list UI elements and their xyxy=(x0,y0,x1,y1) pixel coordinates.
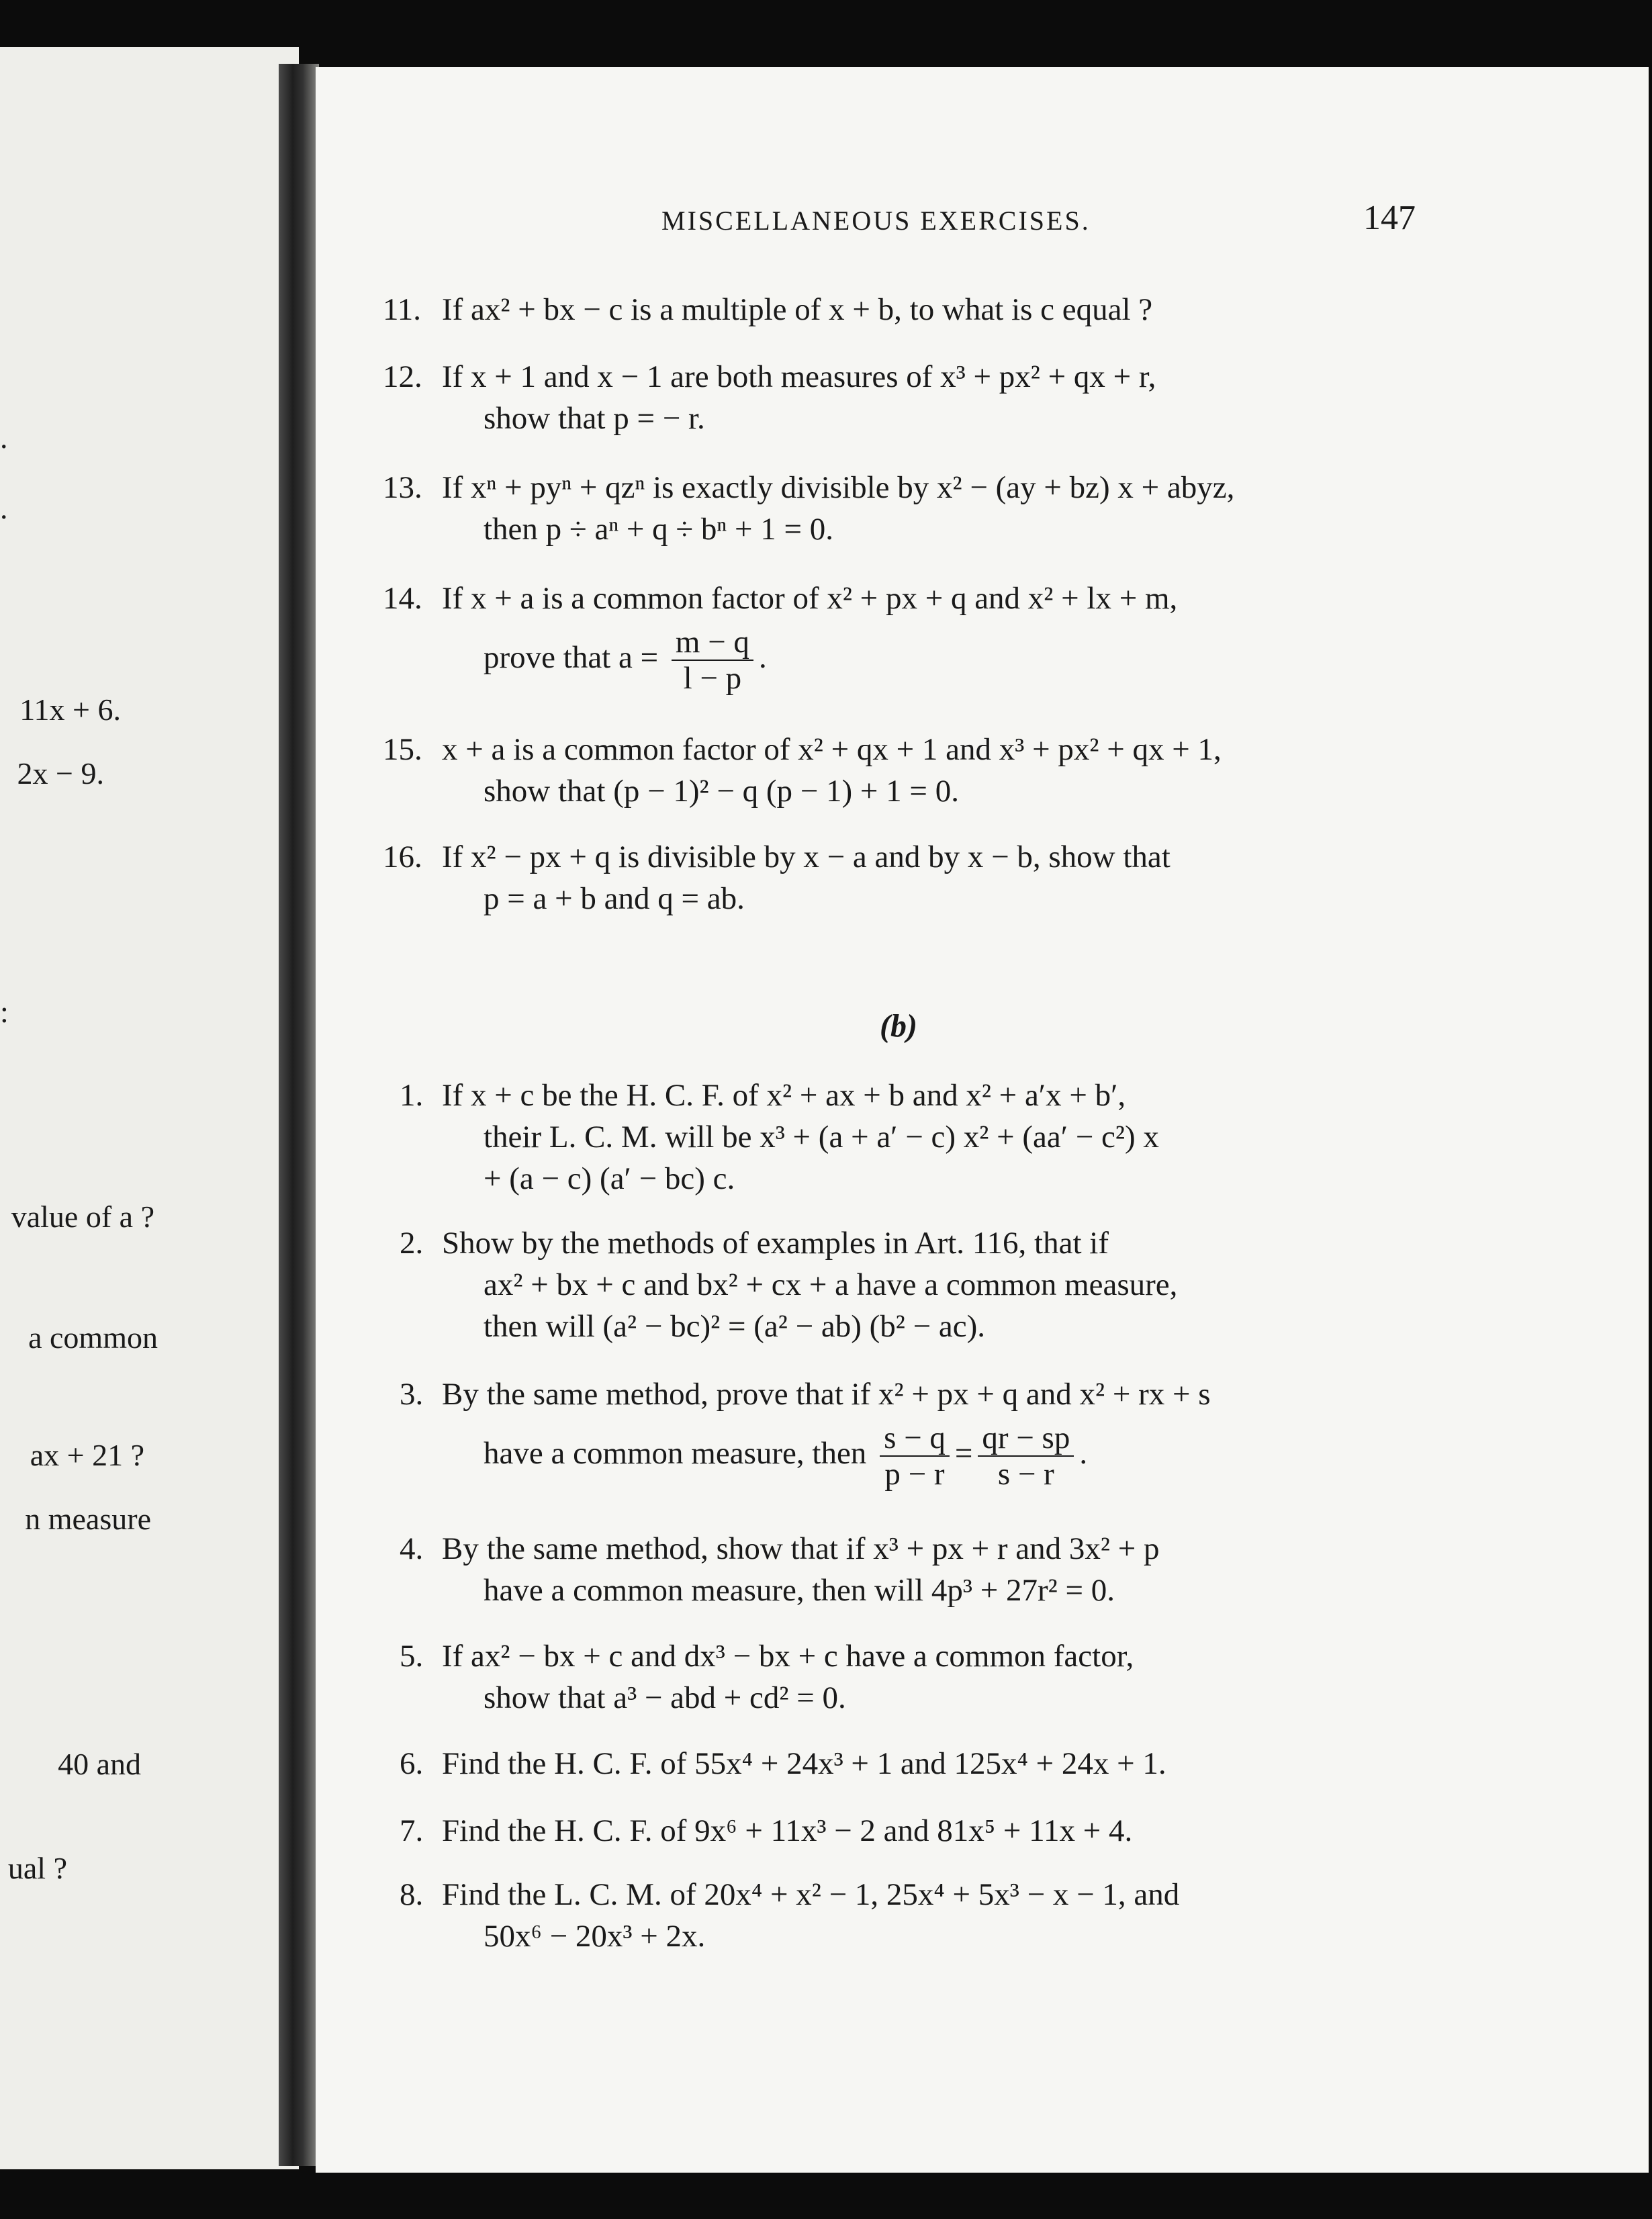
exercise-number: 2. xyxy=(400,1226,424,1261)
page-number: 147 xyxy=(1363,199,1416,237)
exercise-text: show that (p − 1)² − q (p − 1) + 1 = 0. xyxy=(484,774,959,809)
fraction-numerator: m − q xyxy=(672,625,753,661)
book-gutter xyxy=(279,64,319,2166)
exercise-text: show that a³ − abd + cd² = 0. xyxy=(484,1680,846,1715)
stray-mark: . xyxy=(0,420,8,455)
exercise-text: their L. C. M. will be x³ + (a + a′ − c) x² + (aa′ − c²) x xyxy=(484,1120,1159,1154)
exercise-number: 12. xyxy=(383,359,422,394)
stray-mark: . xyxy=(0,491,8,525)
fraction xyxy=(978,1420,1074,1492)
exercise-text: x + a is a common factor of x² + qx + 1 and x³ + px² + qx + 1, xyxy=(442,732,1222,767)
exercise-number: 1. xyxy=(400,1078,424,1113)
exercise-text: p = a + b and q = ab. xyxy=(484,881,745,916)
fraction-denominator: l − p xyxy=(683,661,742,696)
facing-page-fragment: 40 and xyxy=(58,1747,141,1781)
stray-mark: : xyxy=(0,995,9,1029)
exercise-text: + (a − c) (a′ − bc) c. xyxy=(484,1161,735,1196)
section-heading: (b) xyxy=(880,1008,917,1044)
fraction-denominator: p − r xyxy=(884,1457,945,1492)
exercise-number: 16. xyxy=(383,840,422,874)
running-title: MISCELLANEOUS EXERCISES. xyxy=(661,206,1091,236)
facing-page-fragment: a common xyxy=(28,1320,158,1355)
exercise-text: prove that a = xyxy=(484,639,659,675)
exercise-number: 4. xyxy=(400,1531,424,1566)
exercise-number: 15. xyxy=(383,732,422,767)
exercise-number: 5. xyxy=(400,1639,424,1674)
exercise-number: 14. xyxy=(383,581,422,616)
fraction xyxy=(672,625,753,696)
exercise-text-with-fraction: prove that a = $\frac{m - q}{l - p}$ . xyxy=(484,625,767,696)
exercise-text: then p ÷ aⁿ + q ÷ bⁿ + 1 = 0. xyxy=(484,512,833,547)
exercise-number: 6. xyxy=(400,1746,424,1781)
facing-page-fragment: ax + 21 ? xyxy=(30,1438,144,1472)
exercise-text-with-fraction: have a common measure, then $\frac{s - q}{p - r}$ = $\frac{qr - sp}{s - r}$ . xyxy=(484,1420,1088,1492)
exercise-text: If xⁿ + pyⁿ + qzⁿ is exactly divisible by x² − (ay + bz) x + abyz, xyxy=(442,470,1235,505)
exercise-text: Find the L. C. M. of 20x⁴ + x² − 1, 25x⁴ + 5x³ − x − 1, and xyxy=(442,1877,1180,1912)
exercise-text: 50x⁶ − 20x³ + 2x. xyxy=(484,1919,706,1954)
exercise-text: show that p = − r. xyxy=(484,401,705,436)
facing-page-fragment: 2x − 9. xyxy=(17,756,104,790)
facing-page-fragment: n measure xyxy=(25,1502,151,1536)
exercise-text: If x + 1 and x − 1 are both measures of x³ + px² + qx + r, xyxy=(442,359,1156,394)
exercise-text: have a common measure, then will 4p³ + 27r² = 0. xyxy=(484,1573,1115,1608)
facing-page-fragment: value of a ? xyxy=(11,1199,154,1234)
exercise-number: 7. xyxy=(400,1813,424,1848)
exercise-number: 11. xyxy=(383,292,422,327)
exercise-text: If x + c be the H. C. F. of x² + ax + b and x² + a′x + b′, xyxy=(442,1078,1126,1113)
fraction-numerator: s − q xyxy=(880,1420,950,1457)
exercise-number: 8. xyxy=(400,1877,424,1912)
facing-page xyxy=(0,47,299,2169)
exercise-text: If ax² − bx + c and dx³ − bx + c have a common factor, xyxy=(442,1639,1134,1674)
exercise-text: If x² − px + q is divisible by x − a and by x − b, show that xyxy=(442,840,1171,874)
exercise-text: If x + a is a common factor of x² + px + q and x² + lx + m, xyxy=(442,581,1178,616)
exercise-text: ax² + bx + c and bx² + cx + a have a common measure, xyxy=(484,1267,1178,1302)
facing-page-fragment: ual ? xyxy=(7,1851,67,1885)
exercise-text: If ax² + bx − c is a multiple of x + b, to what is c equal ? xyxy=(442,292,1153,327)
exercise-text: Show by the methods of examples in Art. 116, that if xyxy=(442,1226,1109,1261)
fraction-numerator: qr − sp xyxy=(978,1420,1074,1457)
exercise-text: then will (a² − bc)² = (a² − ab) (b² − ac). xyxy=(484,1309,985,1344)
facing-page-fragment: 11x + 6. xyxy=(19,692,121,727)
page xyxy=(316,67,1649,2173)
exercise-text: Find the H. C. F. of 55x⁴ + 24x³ + 1 and 125x⁴ + 24x + 1. xyxy=(442,1746,1166,1781)
exercise-text: have a common measure, then xyxy=(484,1435,867,1471)
exercise-number: 3. xyxy=(400,1377,424,1412)
fraction-denominator: s − r xyxy=(997,1457,1054,1492)
fraction xyxy=(880,1420,950,1492)
exercise-text: Find the H. C. F. of 9x⁶ + 11x³ − 2 and 81x⁵ + 11x + 4. xyxy=(442,1813,1133,1848)
exercise-number: 13. xyxy=(383,470,422,505)
exercise-text: By the same method, show that if x³ + px + r and 3x² + p xyxy=(442,1531,1160,1566)
exercise-text: By the same method, prove that if x² + px + q and x² + rx + s xyxy=(442,1377,1211,1412)
